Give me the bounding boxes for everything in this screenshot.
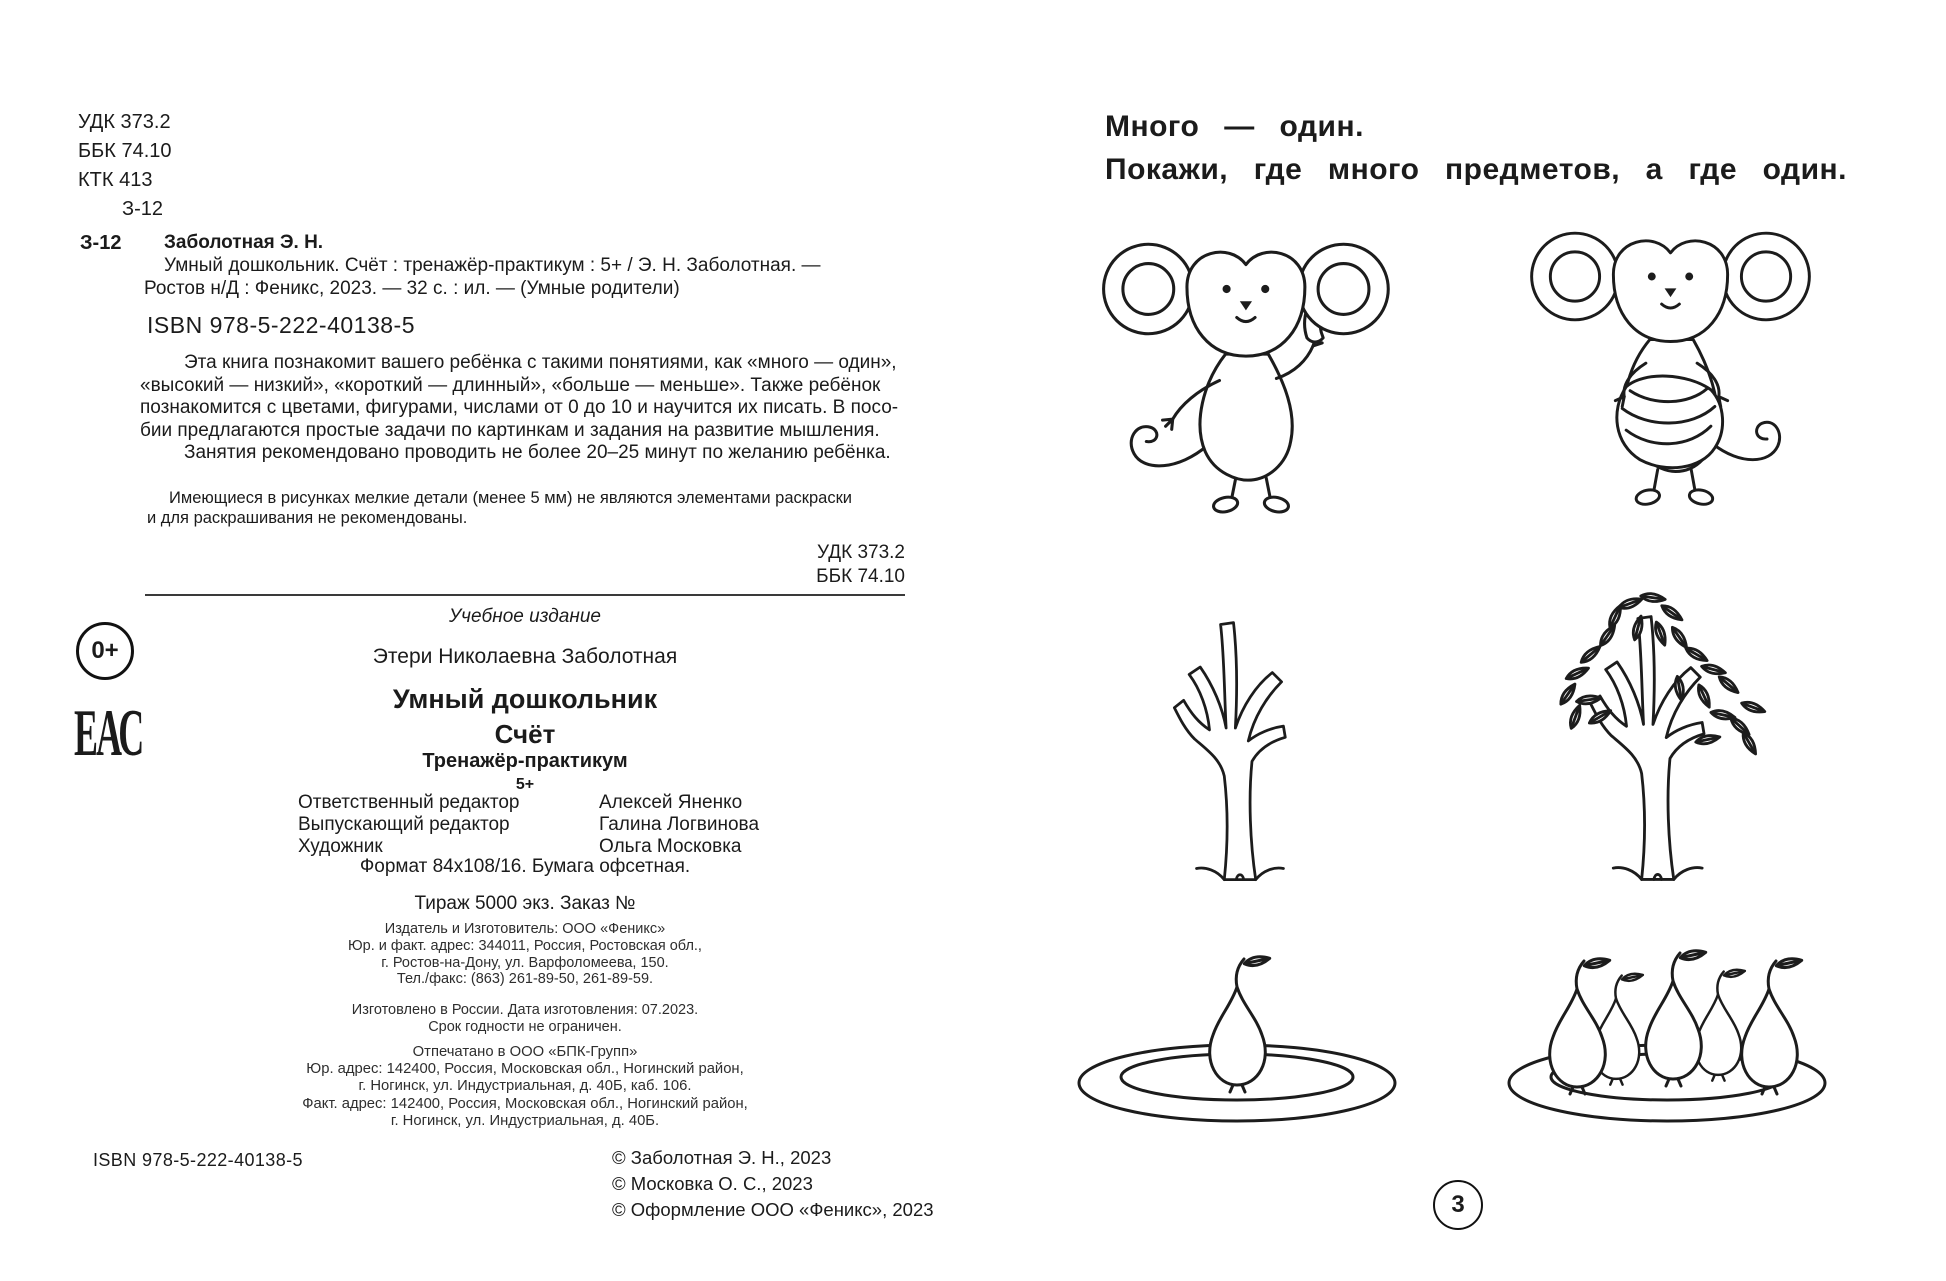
credit-label: Выпускающий редактор — [298, 814, 510, 835]
book-age-mark: 5+ — [515, 776, 535, 793]
publisher-block: Издатель и Изготовитель: ООО «Феникс» Юр. и факт. адрес: 344011, Россия, Ростовская обл., г. Ростов-на-Дону, ул. Варфоломеева, 150. Тел./факс: (863) 261-89-50, 261-89-59. — [348, 921, 702, 988]
edition-type: Учебное издание — [449, 606, 601, 627]
author-sign-code: З-12 — [122, 198, 163, 220]
plate-many-pears-illustration — [1505, 925, 1830, 1132]
bbk-code: ББК 74.10 — [78, 140, 172, 162]
print-run-line: Тираж 5000 экз. Заказ № — [414, 893, 636, 914]
age-rating-badge: 0+ — [76, 622, 134, 680]
udk-code: УДК 373.2 — [78, 111, 171, 133]
divider-rule — [145, 594, 905, 596]
bbk-code-right: ББК 74.10 — [816, 565, 905, 587]
book-title: Умный дошкольник — [392, 684, 658, 714]
annotation-paragraph: Эта книга познакомит вашего ребёнка с такими понятиями, как «много — один», «высокий — низкий», «короткий — длинный», «больше — меньше». Также ребёнок познакомится с цветами, фигурами, числами от 0 до 10 и научится их писать. В посо- бии предлагаются простые задачи по картинкам и задания на развитие мышления. Занятия рекомендовано проводить не более 20–25 минут по желанию ребёнка. — [140, 352, 899, 463]
copyright-block: © Заболотная Э. Н., 2023 © Московка О. С., 2023 © Оформление ООО «Феникс», 2023 — [612, 1147, 934, 1220]
credit-label: Ответственный редактор — [298, 792, 520, 813]
credit-value: Галина Логвинова — [599, 814, 760, 835]
task-instruction: Покажи, где много предметов, а где один. — [1105, 153, 1847, 186]
classification-codes — [78, 108, 172, 224]
leafy-tree-illustration — [1505, 575, 1835, 887]
isbn-bottom: ISBN 978-5-222-40138-5 — [93, 1150, 303, 1170]
credit-value: Алексей Яненко — [599, 792, 743, 813]
plate-one-pear-illustration — [1075, 925, 1400, 1132]
task-title: Много — один. — [1105, 110, 1364, 143]
eac-conformity-mark: ЕАС — [74, 695, 143, 770]
made-in-block: Изготовлено в России. Дата изготовления: 07.2023. Срок годности не ограничен. — [351, 1002, 699, 1035]
format-line: Формат 84х108/16. Бумага офсетная. — [359, 856, 691, 877]
isbn-top: ISBN 978-5-222-40138-5 — [147, 312, 415, 338]
bib-entry-line2: Ростов н/Д : Феникс, 2023. — 32 с. : ил. — (Умные родители) — [144, 278, 680, 299]
page-number: 3 — [1451, 1191, 1465, 1218]
author-full-name: Этери Николаевна Заболотная — [372, 645, 678, 668]
bib-entry-author: Заболотная Э. Н. — [164, 232, 324, 253]
credit-value: Ольга Московка — [599, 836, 742, 857]
book-series: Тренажёр-практикум — [422, 750, 628, 772]
page-number-badge — [1433, 1180, 1483, 1230]
small-details-note: Имеющиеся в рисунках мелкие детали (менее 5 мм) не являются элементами раскраски и для раскрашивания не рекомендованы. — [147, 489, 853, 527]
book-subtitle: Счёт — [494, 719, 556, 749]
monkey-banana-bunch-illustration — [1508, 215, 1833, 533]
bare-tree-illustration — [1122, 582, 1382, 887]
bib-entry-code: З-12 — [80, 232, 122, 254]
bib-entry-line1: Умный дошкольник. Счёт : тренажёр-практикум : 5+ / Э. Н. Заболотная. — — [164, 255, 821, 276]
codes-right — [600, 541, 905, 588]
printed-by-block: Отпечатано в ООО «БПК-Групп» Юр. адрес: 142400, Россия, Московская обл., Ногинский район, г. Ногинск, ул. Индустриальная, д. 40Б, каб. 106. Факт. адрес: 142400, Россия, Московская обл., Ногинский район, г. Ногинск, ул. Индустриальная, д. 40Б. — [302, 1044, 748, 1129]
ktk-code: КТК 413 — [78, 169, 153, 191]
monkey-one-banana-illustration — [1082, 228, 1420, 533]
credit-label: Художник — [298, 836, 383, 857]
udk-code-right: УДК 373.2 — [817, 542, 905, 563]
